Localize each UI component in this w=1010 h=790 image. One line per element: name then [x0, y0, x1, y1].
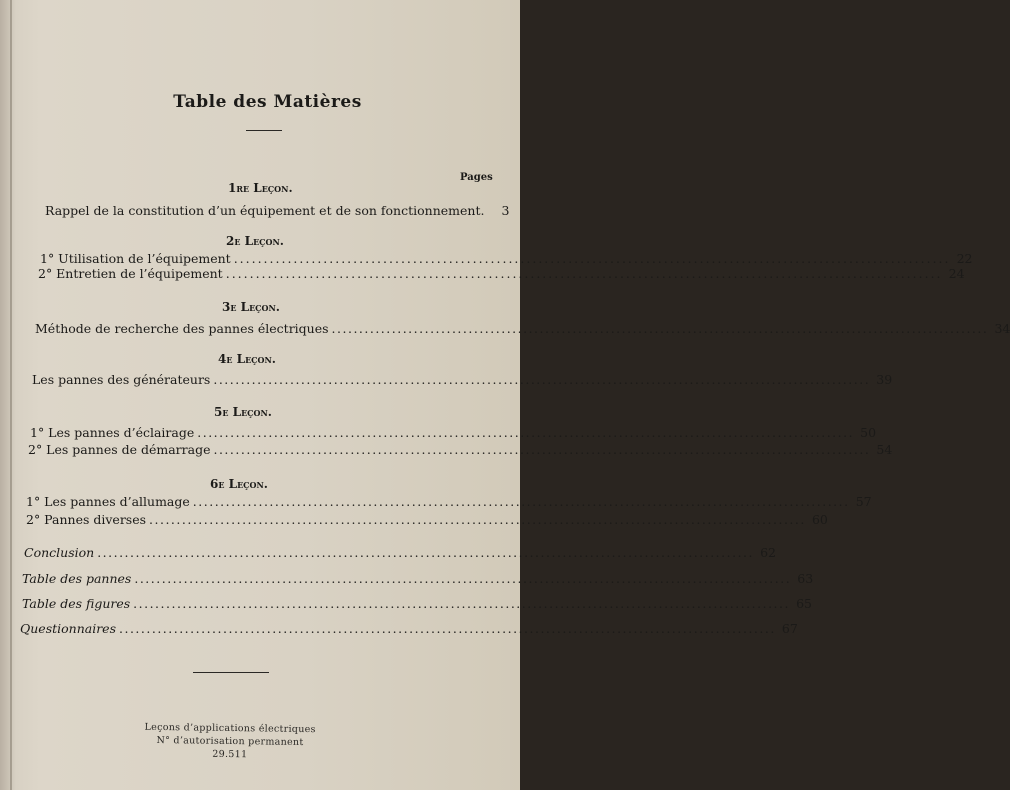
page-title: Table des Matières — [173, 92, 362, 112]
page-spine-shadow — [10, 0, 12, 790]
toc-entry-demarrage — [28, 442, 893, 458]
toc-entry-page: 62 — [760, 545, 776, 560]
toc-entry-page: 63 — [797, 571, 814, 586]
toc-entry-page: 60 — [811, 512, 828, 527]
toc-entry-label: 2° Entretien de l’équipement — [38, 266, 223, 281]
toc-entry-label: 2° Les pannes de démarrage — [28, 442, 211, 457]
toc-entry-questionnaires — [20, 621, 798, 637]
toc-entry-page: 39 — [876, 372, 893, 387]
toc-entry-methode — [35, 321, 1010, 337]
toc-entry-page: 54 — [876, 442, 893, 457]
pages-column-header: Pages — [460, 172, 493, 183]
leader-dots: ........................................................................................................................ — [119, 621, 776, 636]
toc-entry-page: 22 — [956, 251, 973, 266]
toc-entry-page: 67 — [781, 621, 798, 636]
toc-entry-page: 3 — [501, 203, 510, 218]
toc-entry-page: 65 — [796, 596, 812, 611]
leader-dots: ........................................................................................................................ — [97, 545, 754, 560]
lesson-heading-1: 1re Leçon. — [228, 181, 293, 195]
toc-entry-label: Les pannes des générateurs — [32, 372, 211, 387]
toc-entry-label: 1° Les pannes d’éclairage — [30, 425, 195, 440]
toc-entry-label: Méthode de recherche des pannes électriques — [35, 321, 329, 336]
toc-entry-label: 1° Les pannes d’allumage — [26, 494, 190, 509]
toc-entry-allumage — [26, 494, 872, 510]
toc-entry-label: 2° Pannes diverses — [26, 512, 147, 527]
leader-dots: ........................................................................................................................ — [192, 494, 850, 509]
toc-entry-eclairage — [30, 425, 877, 441]
lesson-heading-6: 6e Leçon. — [210, 477, 268, 491]
leader-dots: ........................................................................................................................ — [149, 512, 806, 527]
page-footer — [140, 721, 321, 763]
toc-entry-constitution — [45, 203, 510, 219]
toc-entry-diverses — [26, 512, 828, 528]
toc-entry-label: Questionnaires — [20, 621, 116, 636]
toc-entry-page: 50 — [860, 425, 877, 440]
toc-entry-page: 24 — [948, 266, 965, 281]
toc-entry-label: 1° Utilisation de l’équipement — [40, 251, 231, 266]
toc-entry-page: 57 — [855, 494, 872, 509]
leader-dots: ........................................................................................................................ — [197, 425, 855, 440]
leader-dots: ........................................................................................................................ — [134, 571, 792, 586]
toc-entry-table-figures — [22, 596, 812, 612]
toc-entry-table-pannes — [22, 571, 814, 587]
title-divider — [246, 130, 282, 131]
toc-entry-conclusion — [24, 545, 776, 561]
toc-entry-page: 34 — [994, 321, 1010, 336]
toc-entry-utilisation — [40, 251, 973, 267]
leader-dots: ........................................................................................................................ — [213, 372, 871, 387]
leader-dots: ........................................................................................................................ — [331, 321, 989, 336]
leader-dots: ........................................................................................................................ — [213, 442, 871, 457]
toc-entry-entretien — [38, 266, 965, 282]
toc-entry-label: Table des figures — [22, 596, 131, 611]
lesson-heading-4: 4e Leçon. — [218, 352, 276, 366]
toc-entry-label: Table des pannes — [22, 571, 132, 586]
lesson-heading-5: 5e Leçon. — [214, 405, 272, 419]
toc-entry-generateurs — [32, 372, 893, 388]
leader-dots: ........................................................................................................................ — [133, 596, 790, 611]
toc-entry-label: Conclusion — [24, 545, 95, 560]
end-divider — [193, 672, 269, 673]
leader-dots: ........................................................................................................................ — [233, 251, 951, 266]
toc-entry-label: Rappel de la constitution d’un équipement et de son fonctionnement. — [45, 203, 485, 218]
leader-dots: ........................................................................................................................ — [225, 266, 943, 281]
footer-line-1: Leçons d’applications électriques — [144, 721, 316, 736]
footer-line-2: N° d’autorisation permanent 29.511 — [156, 734, 304, 761]
lesson-heading-3: 3e Leçon. — [222, 300, 280, 314]
lesson-heading-2: 2e Leçon. — [226, 234, 284, 248]
